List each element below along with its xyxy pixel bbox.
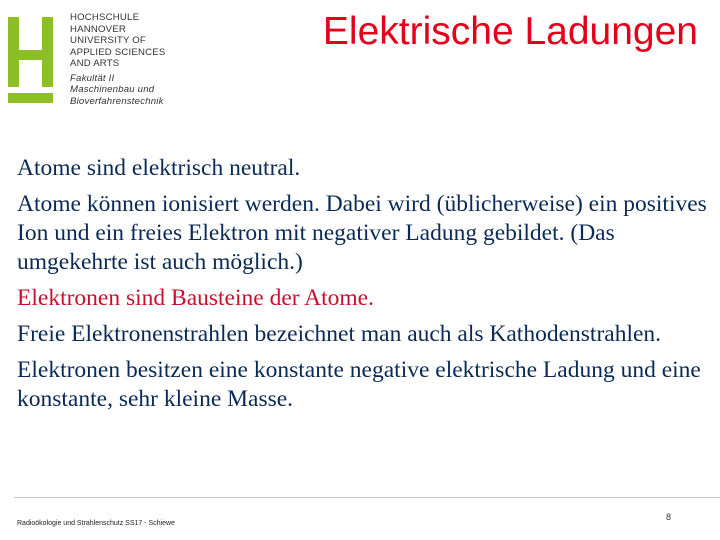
footer-divider	[14, 497, 720, 498]
body-paragraph: Freie Elektronenstrahlen bezeichnet man auch als Kathodenstrahlen.	[17, 321, 662, 347]
logo-faculty-name	[70, 73, 165, 108]
hochschule-h-logo-icon	[8, 17, 56, 107]
body-paragraph: Atome können ionisiert werden. Dabei wird (üblicherweise) ein positives Ion und ein freies Elektron mit negativer Ladung gebildet. (Das umgekehrte ist auch möglich.)	[17, 191, 707, 275]
logo-org-line: HANNOVER	[70, 23, 126, 35]
body-paragraph: Elektronen besitzen eine konstante negative elektrische Ladung und eine konstante, sehr kleine Masse.	[17, 357, 701, 412]
logo-org-line: HOCHSCHULE	[70, 12, 140, 23]
logo-org-line: APPLIED SCIENCES	[70, 46, 166, 58]
logo-faculty-line: Fakultät II	[70, 72, 115, 84]
slide-title: Elektrische Ladungen	[322, 10, 698, 53]
page-number: 8	[666, 512, 672, 522]
logo-org-line: AND ARTS	[70, 58, 120, 69]
logo-org-name	[70, 12, 165, 70]
university-logo	[8, 12, 178, 132]
body-paragraph-highlight: Elektronen sind Bausteine der Atome.	[17, 285, 374, 311]
logo-faculty-line: Maschinenbau und	[70, 84, 155, 95]
footer-text: Radioökologie und Strahlenschutz SS17 - Schiewe	[17, 520, 175, 527]
body-paragraph: Atome sind elektrisch neutral.	[17, 155, 301, 181]
logo-faculty-line: Bioverfahrenstechnik	[70, 95, 164, 107]
slide-body	[17, 154, 707, 421]
logo-org-line: UNIVERSITY OF	[70, 35, 146, 46]
logo-text	[70, 12, 165, 107]
